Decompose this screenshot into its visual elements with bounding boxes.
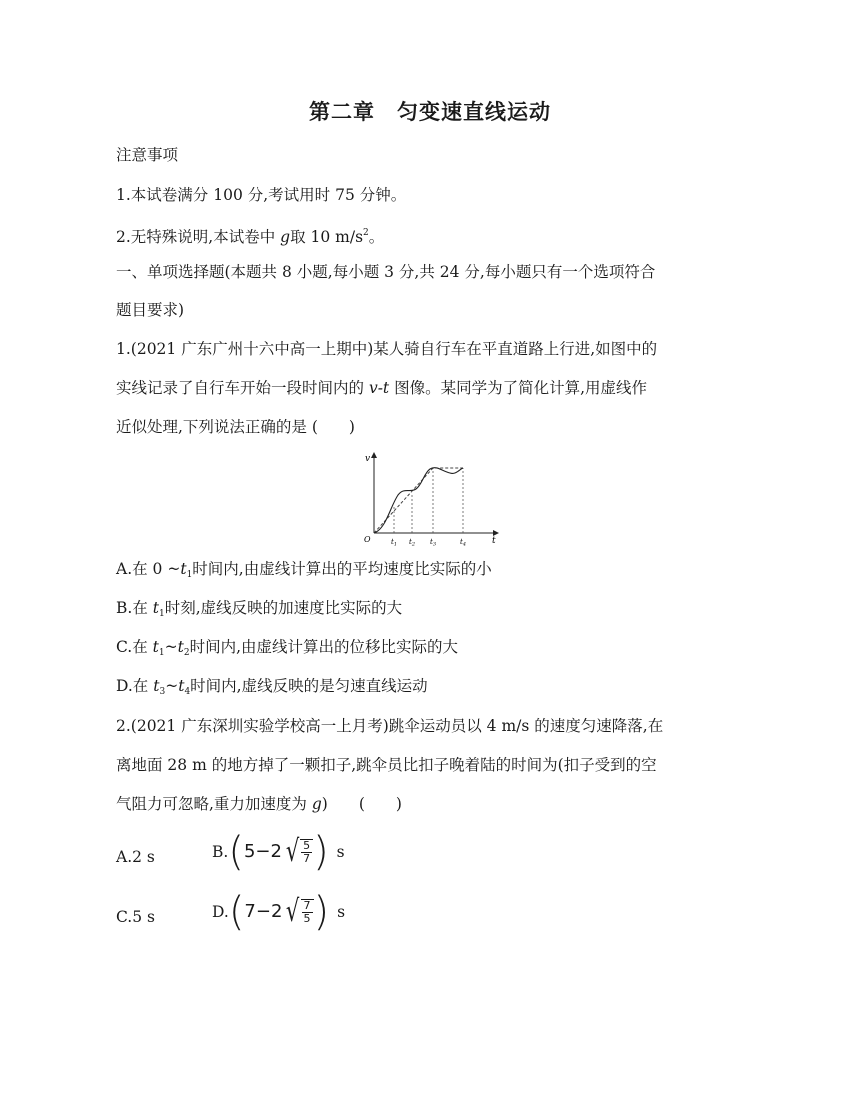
q2-line3-a: 气阻力可忽略,重力加速度为 bbox=[116, 795, 312, 813]
q1-optD-a: D.在 bbox=[116, 677, 154, 695]
notice-item-2-mid: 取 10 m/s bbox=[290, 228, 364, 246]
q2-optB-num: 5 bbox=[303, 839, 311, 852]
q2-line3 bbox=[116, 792, 402, 816]
q1-option-b bbox=[116, 596, 402, 626]
section-heading-line2: 题目要求) bbox=[116, 301, 185, 319]
q1-optA-a: A.在 0 ~ bbox=[116, 560, 181, 578]
right-paren: ) bbox=[313, 889, 330, 935]
notice-item-2-end: 。 bbox=[368, 228, 385, 246]
right-paren: ) bbox=[313, 829, 329, 875]
q1-optA-t: t bbox=[180, 560, 187, 578]
q1-option-a bbox=[116, 557, 492, 587]
notice-item-1: 1.本试卷满分 100 分,考试用时 75 分钟。 bbox=[116, 186, 407, 204]
page-title: 第二章 匀变速直线运动 bbox=[309, 100, 551, 124]
q1-option-d bbox=[116, 674, 428, 704]
t-label: t bbox=[492, 536, 496, 546]
v-label: v bbox=[365, 454, 371, 464]
q1-optA-b: 时间内,由虚线计算出的平均速度比实际的小 bbox=[192, 560, 492, 578]
origin-label: O bbox=[364, 535, 371, 544]
q2-option-a: A.2 s bbox=[116, 848, 155, 866]
q1-optA-sub: 1 bbox=[186, 570, 193, 580]
tick-t1: $t_1$ bbox=[391, 538, 398, 548]
q2-line2: 离地面 28 m 的地方掉了一颗扣子,跳伞员比扣子晚着陆的时间为(扣子受到的空 bbox=[116, 756, 657, 774]
q1-optC-t1: t bbox=[152, 638, 159, 656]
tick-t4: $t_4$ bbox=[460, 538, 467, 548]
q1-option-c bbox=[116, 635, 458, 665]
tick-t3: $t_3$ bbox=[430, 538, 437, 548]
q2-optB-expression bbox=[228, 829, 329, 875]
left-paren: ( bbox=[228, 829, 244, 875]
sqrt-symbol: √ $\frac{5}{7}$ bbox=[283, 837, 313, 867]
q1-optB-sub: 1 bbox=[158, 609, 165, 619]
q1-optC-sub1: 1 bbox=[158, 648, 165, 658]
q2-optB-label: B. bbox=[212, 843, 229, 861]
vt-graph bbox=[362, 449, 502, 549]
q1-optC-t2: t bbox=[177, 638, 184, 656]
approx-dashed-line bbox=[374, 468, 463, 533]
q1-optC-mid: ~ bbox=[164, 638, 178, 656]
q2-option-c: C.5 s bbox=[116, 908, 155, 926]
q1-optD-b: 时间内,虚线反映的是匀速直线运动 bbox=[190, 677, 428, 695]
actual-curve bbox=[374, 468, 463, 533]
q1-line2-b: 图像。某同学为了简化计算,用虚线作 bbox=[389, 379, 648, 397]
q1-optC-b: 时间内,由虚线计算出的位移比实际的大 bbox=[189, 638, 459, 656]
q2-line3-b: ) ( ) bbox=[321, 795, 402, 813]
tick-t2: $t_2$ bbox=[409, 538, 416, 548]
q1-optD-mid: ~ bbox=[165, 677, 179, 695]
q1-vt-var: v-t bbox=[368, 379, 390, 397]
q1-line2 bbox=[116, 376, 647, 400]
q1-optB-a: B.在 bbox=[116, 599, 153, 617]
q2-optD-unit: s bbox=[337, 903, 346, 921]
left-paren: ( bbox=[228, 889, 245, 935]
q2-optD-label: D. bbox=[212, 903, 229, 921]
q2-optB-lead: 5−2 bbox=[243, 841, 282, 862]
q1-optD-sub1: 3 bbox=[159, 687, 166, 697]
q2-var-g: g bbox=[311, 795, 322, 813]
q1-optC-a: C.在 bbox=[116, 638, 153, 656]
q2-optD-expression bbox=[228, 889, 330, 935]
q2-optD-lead: 7−2 bbox=[244, 901, 283, 922]
var-g: g bbox=[280, 228, 291, 246]
q1-line3: 近似处理,下列说法正确的是 ( ) bbox=[116, 418, 355, 436]
q2-option-d bbox=[212, 889, 346, 935]
q1-optC-sub2: 2 bbox=[183, 648, 190, 658]
q1-optD-t2: t bbox=[178, 677, 185, 695]
q1-optD-t1: t bbox=[153, 677, 160, 695]
q2-option-b bbox=[212, 829, 345, 875]
sqrt-symbol: √ $\frac{7}{5}$ bbox=[283, 897, 313, 927]
q2-optD-den: 5 bbox=[303, 912, 311, 925]
notice-heading: 注意事项 bbox=[116, 146, 179, 164]
q1-line1: 1.(2021 广东广州十六中高一上期中)某人骑自行车在平直道路上行进,如图中的 bbox=[116, 340, 658, 358]
superscript-2: 2 bbox=[363, 228, 369, 238]
q2-line1: 2.(2021 广东深圳实验学校高一上月考)跳伞运动员以 4 m/s 的速度匀速降落,在 bbox=[116, 717, 664, 735]
q1-optD-sub2: 4 bbox=[184, 687, 191, 697]
q2-optB-unit: s bbox=[336, 843, 345, 861]
q1-optB-t: t bbox=[152, 599, 159, 617]
section-heading-line1: 一、单项选择题(本题共 8 小题,每小题 3 分,共 24 分,每小题只有一个选项符合 bbox=[116, 263, 656, 281]
q2-optD-num: 7 bbox=[303, 899, 311, 912]
q2-optB-den: 7 bbox=[303, 852, 311, 865]
q1-line2-a: 实线记录了自行车开始一段时间内的 bbox=[116, 379, 369, 397]
notice-item-2-prefix: 2.无特殊说明,本试卷中 bbox=[116, 228, 281, 246]
q1-optB-b: 时刻,虚线反映的加速度比实际的大 bbox=[164, 599, 403, 617]
notice-item-2 bbox=[116, 221, 384, 249]
